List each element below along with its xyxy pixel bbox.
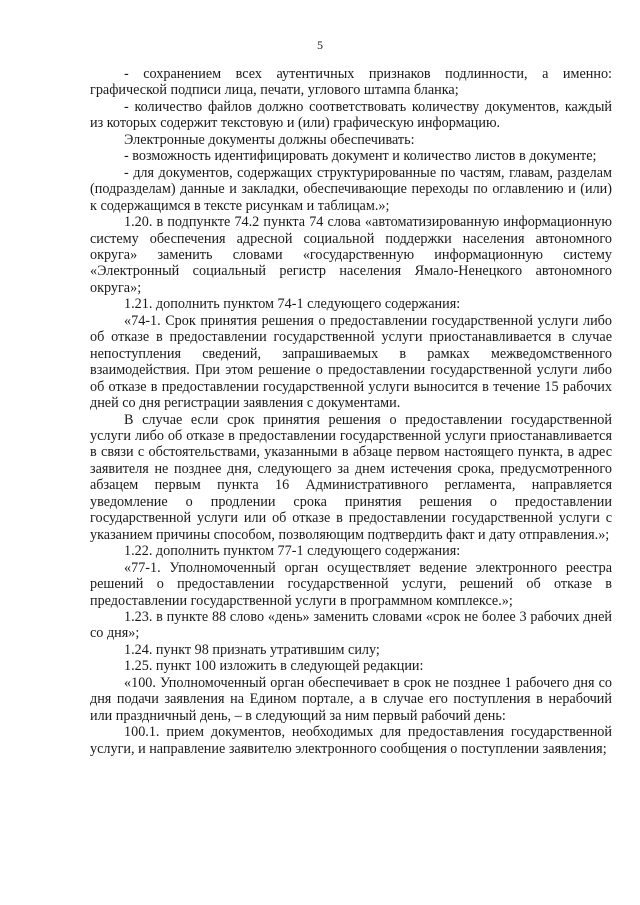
paragraph-identify-document: - возможность идентифицировать документ и количество листов в документе; <box>124 148 597 165</box>
paragraph-item-1-20: 1.20. в подпункте 74.2 пункта 74 слова «автоматизированную информационную систему обеспечения адресной социальной поддержки населения автономного округа» заменить словами «государственную информационную систему «Электронный социальный регистр населения Ямало-Ненецкого автономного округа»; <box>90 214 612 296</box>
paragraph-item-1-25: 1.25. пункт 100 изложить в следующей редакции: <box>124 658 424 675</box>
paragraph-point-100-1: 100.1. прием документов, необходимых для предоставления государственной услуги, и направление заявителю электронного сообщения о поступлении заявления; <box>90 724 612 757</box>
document-body <box>90 66 612 757</box>
paragraph-item-1-21: 1.21. дополнить пунктом 74-1 следующего содержания: <box>124 296 461 313</box>
paragraph-electronic-docs-intro: Электронные документы должны обеспечивать: <box>124 131 415 148</box>
paragraph-item-1-24: 1.24. пункт 98 признать утратившим силу; <box>124 641 380 658</box>
paragraph-point-100: «100. Уполномоченный орган обеспечивает в срок не позднее 1 рабочего дня со дня подачи заявления на Едином портале, а в случае его поступления в нерабочий или праздничный день, – в следующий за ним первый рабочий день: <box>90 674 612 724</box>
paragraph-item-1-22: 1.22. дополнить пунктом 77-1 следующего содержания: <box>124 543 461 560</box>
paragraph-suspension-notice: В случае если срок принятия решения о предоставлении государственной услуги либо об отказе в предоставлении государственной услуги приостанавливается в связи с обстоятельствами, указанными в абзаце первом настоящего пункта, в адрес заявителя не позднее дня, следующего за днем истечения срока, предусмотренного абзацем первым пункта 16 Административного регламента, направляется уведомление о продлении срока принятия решения о предоставлении государственной услуги или об отказе в предоставлении государственной услуги с указанием причины способом, позволяющим подтвердить факт и дату отправления.»; <box>90 411 612 543</box>
paragraph-file-count: - количество файлов должно соответствовать количеству документов, каждый из которых содержит текстовую и (или) графическую информацию. <box>90 98 612 132</box>
paragraph-authenticity-signs: - сохранением всех аутентичных признаков подлинности, а именно: графической подписи лица, печати, углового штампа бланка; <box>90 66 612 99</box>
page-number: 5 <box>317 38 323 52</box>
paragraph-item-1-23: 1.23. в пункте 88 слово «день» заменить словами «срок не более 3 рабочих дней со дня»; <box>90 608 612 642</box>
paragraph-structured-docs: - для документов, содержащих структурированные по частям, главам, разделам (подразделам) данные и закладки, обеспечивающие переходы по оглавлению и (или) к содержащимся в тексте рисункам и таблицам.»; <box>90 164 612 214</box>
paragraph-point-74-1: «74-1. Срок принятия решения о предоставлении государственной услуги либо об отказе в предоставлении государственной услуги приостанавливается в случае непоступления сведений, запрашиваемых в рамках межведомственного взаимодействия. При этом решение о предоставлении государственной услуги либо об отказе в предоставлении государственной услуги выносится в течение 15 рабочих дней со дня регистрации заявления с документами. <box>90 312 612 412</box>
paragraph-point-77-1: «77-1. Уполномоченный орган осуществляет ведение электронного реестра решений о предоставлении государственной услуги, решений об отказе в предоставлении государственной услуги в программном комплексе.»; <box>90 559 612 609</box>
